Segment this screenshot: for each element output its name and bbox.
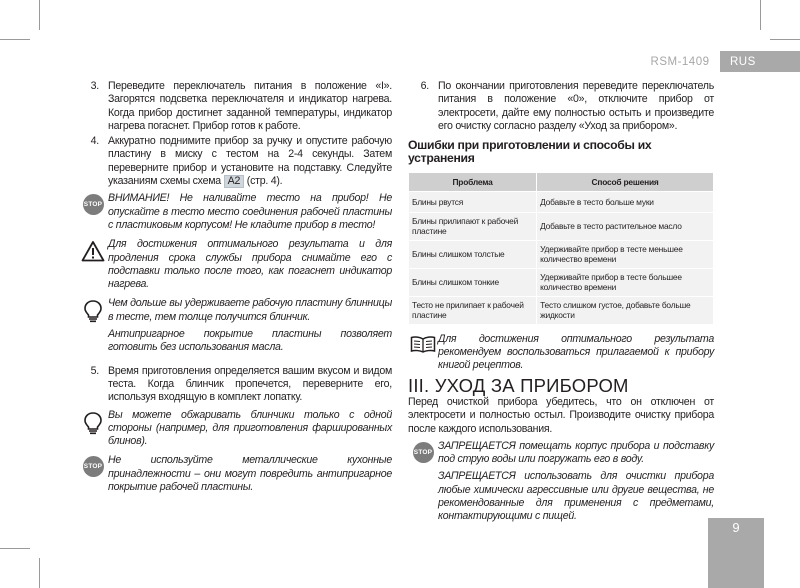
book-note xyxy=(408,333,714,373)
left-column xyxy=(78,80,392,500)
step-text-before: Аккуратно поднимите прибор за ручку и опустите рабочую пластину в миску с тестом на 2-4 секунды. Затем переверните прибор и установите на подставку. Следуйте указаниям схемы схема xyxy=(108,135,392,188)
warning-note xyxy=(78,238,392,291)
tip-note xyxy=(78,297,392,358)
stop-note xyxy=(78,192,392,232)
language-tab: RUS xyxy=(720,51,800,72)
note-text: Вы можете обжаривать блинчики только с одной стороны (например, для приготовления фаршированных блинов). xyxy=(108,408,392,448)
crop-mark xyxy=(39,0,40,30)
tip-paragraph: Антипригарное покрытие пластины позволяет готовить без использования масла. xyxy=(108,328,392,354)
tip-note xyxy=(78,409,392,449)
step-number: 4. xyxy=(90,135,99,148)
crop-mark xyxy=(770,39,800,40)
lightbulb-icon xyxy=(83,411,103,435)
stop-note xyxy=(408,440,714,528)
right-column xyxy=(408,80,714,534)
stop-icon: STOP xyxy=(83,456,104,477)
table-row xyxy=(409,191,714,212)
table-cell-solution: Добавьте в тесто больше муки xyxy=(537,191,714,212)
table-row xyxy=(409,268,714,296)
note-text: Не используйте металлические кухонные принадлежности – они могут повредить антипригарное покрытие рабочей пластины. xyxy=(108,454,392,494)
step-text xyxy=(108,135,392,188)
table-cell-solution: Тесто слишком густое, добавьте больше жидкости xyxy=(537,296,714,324)
table-cell-problem: Тесто не прилипает к рабочей пластине xyxy=(409,296,537,324)
crop-mark xyxy=(0,548,30,549)
table-row xyxy=(409,212,714,240)
table-header-cell: Способ решения xyxy=(537,172,714,191)
step-number: 6. xyxy=(420,80,429,92)
page-header xyxy=(640,51,800,72)
crop-mark xyxy=(0,39,30,40)
book-icon xyxy=(410,335,436,353)
model-label: RSM-1409 xyxy=(650,55,710,68)
warning-icon xyxy=(81,240,105,262)
stop-icon: STOP xyxy=(83,194,104,215)
step-number: 5. xyxy=(90,364,99,377)
step-number: 3. xyxy=(90,80,99,92)
table-cell-problem: Блины слишком толстые xyxy=(409,240,537,268)
step-text: Переведите переключатель питания в положение «I». Загорятся подсветка переключателя и индикатор нагрева. Когда прибор достигнет заданной температуры, индикатор нагрева погаснет. Прибор готов к работе. xyxy=(108,80,392,132)
step-6 xyxy=(408,80,714,133)
stop-note xyxy=(78,454,392,494)
table-row xyxy=(409,296,714,324)
step-3 xyxy=(78,80,392,133)
table-cell-solution: Удерживайте прибор в тесте меньшее количество времени xyxy=(537,240,714,268)
note-paragraph: ЗАПРЕЩАЕТСЯ помещать корпус прибора и подставку под струю воды или погружать его в воду. xyxy=(438,439,714,466)
lightbulb-icon xyxy=(83,299,103,323)
step-text: Время приготовления определяется вашим вкусом и видом теста. Когда блинчик пропечется, переверните его, используя входящую в комплект лопатку. xyxy=(108,364,392,404)
table-cell-problem: Блины рвутся xyxy=(409,191,537,212)
table-header-cell: Проблема xyxy=(409,172,537,191)
crop-mark xyxy=(39,558,40,588)
table-cell-solution: Удерживайте прибор в тесте большее количество времени xyxy=(537,268,714,296)
note-text: Для достижения оптимального результата рекомендуем воспользоваться прилагаемой к прибору книгой рецептов. xyxy=(438,332,714,372)
step-5 xyxy=(78,365,392,405)
care-section-title: III. УХОД ЗА ПРИБОРОМ xyxy=(408,374,629,396)
table-cell-solution: Добавьте в тесто растительное масло xyxy=(537,212,714,240)
page-number: 9 xyxy=(732,520,740,535)
step-text: По окончании приготовления переведите переключатель питания в положение «0», отключите прибор от электросети, дайте ему полностью остыть и произведите его очистку согласно разделу «Уход за прибором». xyxy=(438,80,714,132)
note-text: Для достижения оптимального результата и для продления срока службы прибора снимайте его с подставки только после того, как погаснет индикатор нагрева. xyxy=(108,238,392,291)
note-paragraph: ЗАПРЕЩАЕТСЯ использовать для очистки прибора любые химически агрессивные или другие вещества, не рекомендованные для применения с предметами, контактирующими с пищей. xyxy=(438,470,714,523)
table-cell-problem: Блины слишком тонкие xyxy=(409,268,537,296)
step-4 xyxy=(78,135,392,188)
tip-paragraph: Чем дольше вы удерживаете рабочую пластину блинницы в тесте, тем толще получится блинчик. xyxy=(108,297,392,323)
schema-reference: A2 xyxy=(224,175,244,188)
troubleshooting-table xyxy=(408,172,714,325)
table-header-row xyxy=(409,172,714,191)
stop-icon: STOP xyxy=(413,442,434,463)
errors-section-title: Ошибки при приготовлении и способы их устранения xyxy=(408,138,652,166)
table-row xyxy=(409,240,714,268)
note-text: ВНИМАНИЕ! Не наливайте тесто на прибор! Не опускайте в тесто место соединения рабочей пластины с пластиковым корпусом! Не кладите прибор в тесто! xyxy=(108,192,392,231)
care-paragraph: Перед очисткой прибора убедитесь, что он отключен от электросети и полностью остыл. Производите очистку прибора после каждого использования. xyxy=(408,395,714,435)
crop-mark xyxy=(760,0,761,30)
step-text-after: (стр. 4). xyxy=(244,175,283,188)
table-cell-problem: Блины прилипают к рабочей пластине xyxy=(409,212,537,240)
